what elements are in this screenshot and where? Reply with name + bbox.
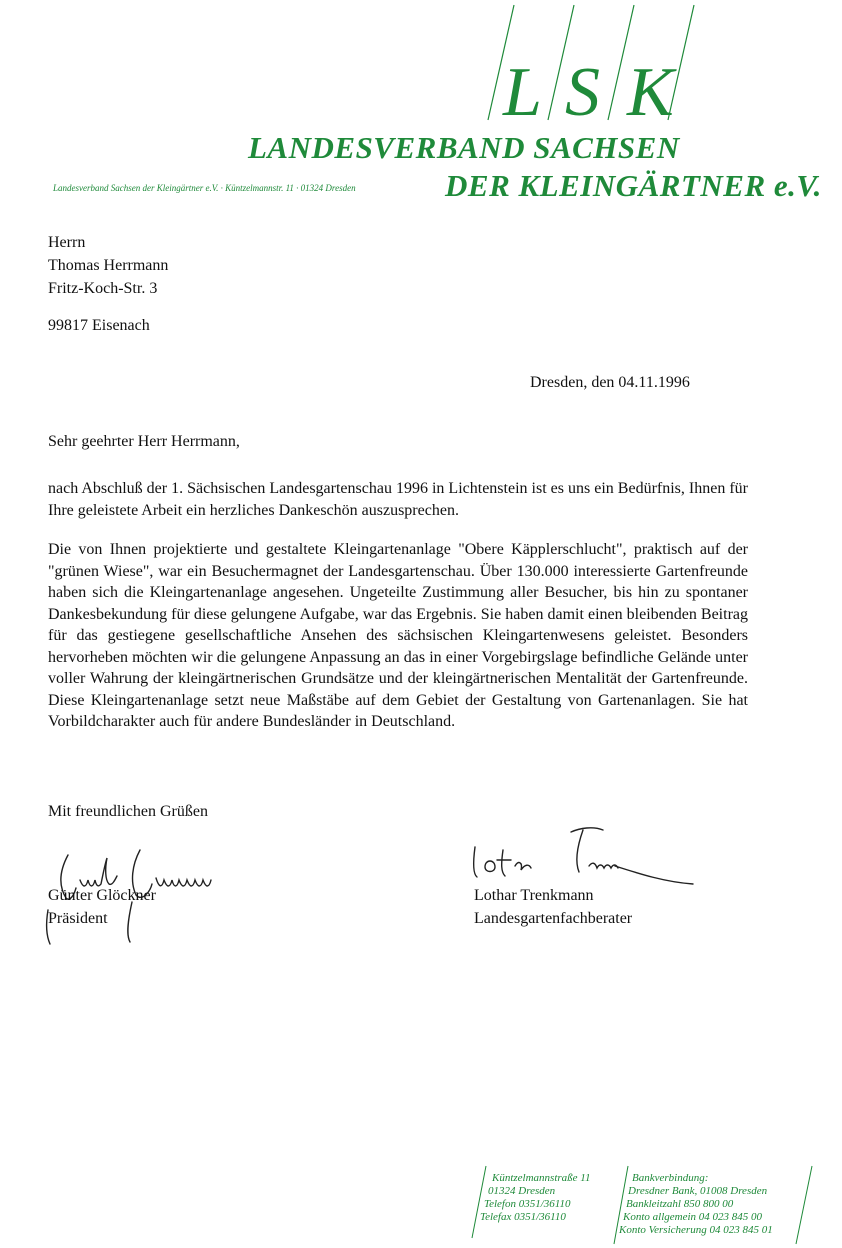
letter-date: Dresden, den 04.11.1996: [530, 374, 690, 391]
recipient-salutation-line: Herrn: [48, 234, 86, 251]
recipient-street: Fritz-Koch-Str. 3: [48, 280, 158, 297]
footer-address: [482, 1172, 591, 1224]
footer-address-line: Telefax 0351/36110: [480, 1211, 566, 1223]
recipient-city: 99817 Eisenach: [48, 317, 150, 334]
letter-closing: Mit freundlichen Grüßen: [48, 803, 208, 820]
organization-name-line1: LANDESVERBAND SACHSEN: [248, 130, 680, 165]
signatory-title: Landesgartenfachberater: [474, 910, 633, 927]
footer-address-line: 01324 Dresden: [488, 1185, 556, 1197]
letter-greeting: Sehr geehrter Herr Herrmann,: [48, 433, 240, 450]
footer-bank-line: Konto allgemein 04 023 845 00: [623, 1211, 763, 1223]
signatory-name: Günter Glöckner: [48, 887, 156, 904]
organization-name-line2: DER KLEINGÄRTNER e.V.: [445, 168, 822, 203]
footer-bank-line: Dresdner Bank, 01008 Dresden: [628, 1185, 768, 1197]
sender-return-address: Landesverband Sachsen der Kleingärtner e.V. · Küntzelmannstr. 11 · 01324 Dresden: [53, 183, 356, 193]
signatory-president: [48, 884, 156, 930]
recipient-name: Thomas Herrmann: [48, 257, 169, 274]
logo-letter-l: L: [503, 54, 542, 131]
recipient-address: [48, 231, 168, 337]
footer-address-line: Telefon 0351/36110: [484, 1198, 571, 1210]
body-paragraph: nach Abschluß der 1. Sächsischen Landesgartenschau 1996 in Lichtenstein ist es uns ein Bedürfnis, Ihnen für Ihre geleistete Arbeit ein herzliches Dankeschön auszusprechen.: [48, 480, 748, 519]
signatory-fachberater: [474, 884, 632, 930]
body-paragraph: Die von Ihnen projektierte und gestaltete Kleingartenanlage "Obere Käpplerschlucht", praktisch auf der "grünen Wiese", war ein Besuchermagnet der Landesgartenschau. Über 130.000 interessierte Gartenfreunde haben sich die Kleingartenanlage angesehen. Ungeteilte Zustimmung aller Besucher, bis hin zu spontaner Dankesbekundung für diese gelungene Aufgabe, war das Ergebnis. Sie haben damit einen bleibenden Beitrag für das gestiegene gesellschaftliche Ansehen des sächsischen Kleingartenwesens geleistet. Besonders hervorheben möchten wir die gelungene Anpassung an das in einer Vorgebirgslage befindliche Gelände unter voller Wahrung der kleingärtnerischen Grundsätze und der kleingärtnerischen Mentalität der Gartenfreunde. Diese Kleingartenanlage setzt neue Maßstäbe auf dem Gebiet der Gestaltung von Gartenanlagen. Sie hat Vorbildcharakter auch für andere Bundesländer in Deutschland.: [48, 541, 748, 730]
footer-bank-line: Bankleitzahl 850 800 00: [626, 1198, 734, 1210]
signatory-name: Lothar Trenkmann: [474, 887, 594, 904]
footer-bank-details: [619, 1172, 773, 1237]
footer-bank-line: Konto Versicherung 04 023 845 01: [619, 1224, 773, 1236]
logo-letter-s: S: [565, 54, 600, 131]
logo-letter-k: K: [627, 54, 674, 131]
signatory-title: Präsident: [48, 910, 108, 927]
footer-bank-line: Bankverbindung:: [632, 1172, 709, 1184]
footer-address-line: Küntzelmannstraße 11: [492, 1172, 591, 1184]
